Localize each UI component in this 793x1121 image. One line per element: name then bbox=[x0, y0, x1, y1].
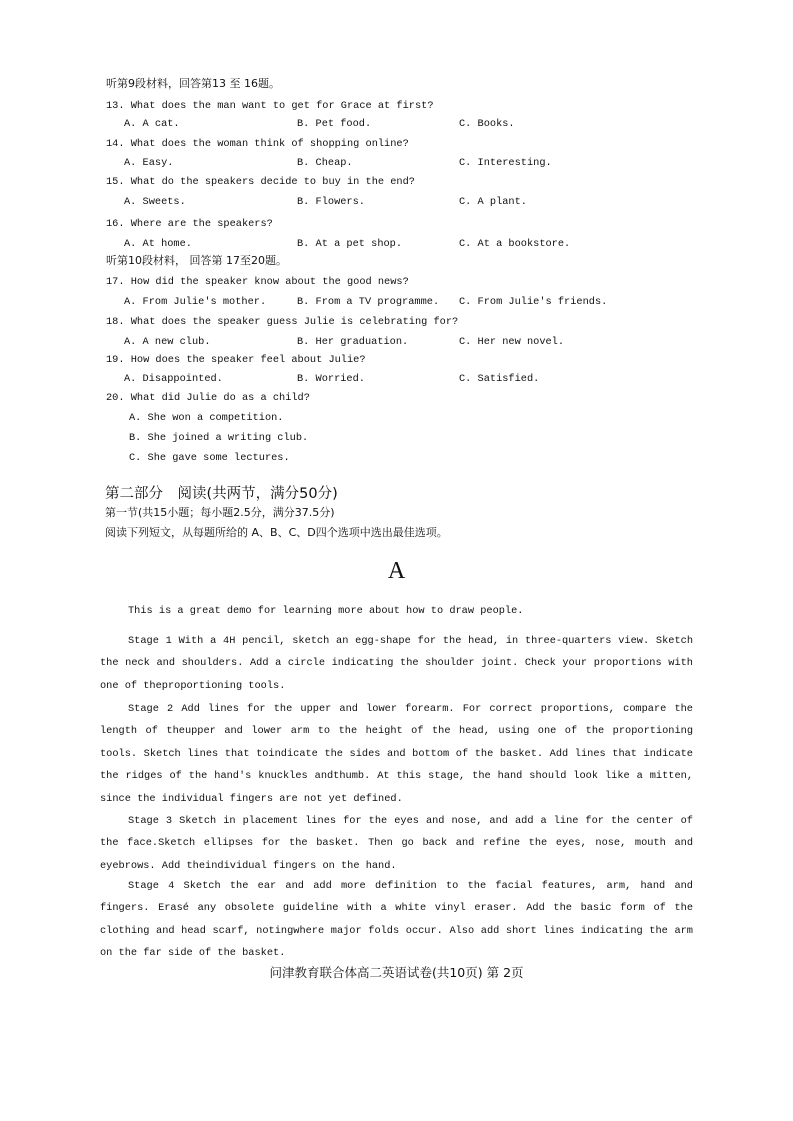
section-10-heading: 听第10段材料， 回答第 17至20题。 bbox=[106, 254, 287, 267]
paragraph-stage-3: Stage 3 Sketch in placement lines for the eyes and nose, and add a line for the center of the face.Sketch ellipses for the basket. Then go back and refine the eyes, nose, mouth and eyebrows. Add theindividual fingers on the hand. bbox=[100, 815, 693, 872]
question-17-option-c: C. From Julie's friends. bbox=[459, 296, 608, 308]
question-15-option-a: A. Sweets. bbox=[124, 196, 186, 208]
paragraph-stage-1: Stage 1 With a 4H pencil, sketch an egg-shape for the head, in three-quarters view. Sketch the neck and shoulders. Add a circle indicating the shoulder joint. Check your proportions with one of theproportioning tools. bbox=[100, 635, 693, 692]
question-18-option-b: B. Her graduation. bbox=[297, 336, 409, 348]
question-19-option-a: A. Disappointed. bbox=[124, 373, 223, 385]
question-15-stem: 15. What do the speakers decide to buy in the end? bbox=[106, 176, 415, 188]
part-2-section-1: 第一节(共15小题；每小题2.5分，满分37.5分) bbox=[105, 506, 335, 519]
question-20-option-b: B. She joined a writing club. bbox=[129, 432, 309, 444]
question-16-option-a: A. At home. bbox=[124, 238, 192, 250]
question-14-stem: 14. What does the woman think of shopping online? bbox=[106, 138, 409, 150]
part-2-title: 第二部分 阅读(共两节，满分50分) bbox=[105, 486, 338, 502]
question-16-option-b: B. At a pet shop. bbox=[297, 238, 403, 250]
question-19-option-b: B. Worried. bbox=[297, 373, 365, 385]
question-20-option-a: A. She won a competition. bbox=[129, 412, 284, 424]
question-15-option-c: C. A plant. bbox=[459, 196, 527, 208]
paragraph-stage-2: Stage 2 Add lines for the upper and lower forearm. For correct proportions, compare the length of theupper and lower arm to the height of the head, using one of the proportioning tools. Sketch lines that toindicate the sides and bottom of the basket. Add lines that indicate the ridges of the hand's knuckles andthumb. At this stage, the hand should look like a mitten, since the individual fingers are not yet defined. bbox=[100, 703, 693, 805]
question-18-option-a: A. A new club. bbox=[124, 336, 211, 348]
question-18-option-c: C. Her new novel. bbox=[459, 336, 565, 348]
passage-intro: This is a great demo for learning more about how to draw people. bbox=[128, 605, 524, 617]
question-17-stem: 17. How did the speaker know about the good news? bbox=[106, 276, 409, 288]
section-9-heading: 听第9段材料，回答第13 至 16题。 bbox=[106, 77, 280, 90]
question-13-option-c: C. Books. bbox=[459, 118, 515, 130]
part-2-instruction: 阅读下列短文，从每题所给的 A、B、C、D四个选项中选出最佳选项。 bbox=[105, 526, 448, 539]
question-13-option-a: A. A cat. bbox=[124, 118, 180, 130]
page-footer: 问津教育联合体高二英语试卷(共10页) 第 2页 bbox=[269, 965, 524, 980]
paragraph-stage-4: Stage 4 Sketch the ear and add more definition to the facial features, arm, hand and fingers. Erasé any obsolete guideline with a white vinyl eraser. Add the basic form of the clothing and head scarf, notingwhere major folds occur. Also add short lines indicating the arm on the far side of the basket. bbox=[100, 880, 693, 960]
question-17-option-a: A. From Julie's mother. bbox=[124, 296, 267, 308]
question-18-stem: 18. What does the speaker guess Julie is celebrating for? bbox=[106, 316, 459, 328]
question-13-stem: 13. What does the man want to get for Grace at first? bbox=[106, 100, 434, 112]
question-14-option-b: B. Cheap. bbox=[297, 157, 353, 169]
passage-letter: A bbox=[387, 558, 406, 584]
question-16-option-c: C. At a bookstore. bbox=[459, 238, 571, 250]
question-15-option-b: B. Flowers. bbox=[297, 196, 365, 208]
question-14-option-a: A. Easy. bbox=[124, 157, 174, 169]
question-14-option-c: C. Interesting. bbox=[459, 157, 552, 169]
question-16-stem: 16. Where are the speakers? bbox=[106, 218, 273, 230]
question-20-option-c: C. She gave some lectures. bbox=[129, 452, 290, 464]
question-13-option-b: B. Pet food. bbox=[297, 118, 372, 130]
question-17-option-b: B. From a TV programme. bbox=[297, 296, 440, 308]
question-20-stem: 20. What did Julie do as a child? bbox=[106, 392, 310, 404]
question-19-stem: 19. How does the speaker feel about Julie? bbox=[106, 354, 366, 366]
question-19-option-c: C. Satisfied. bbox=[459, 373, 540, 385]
